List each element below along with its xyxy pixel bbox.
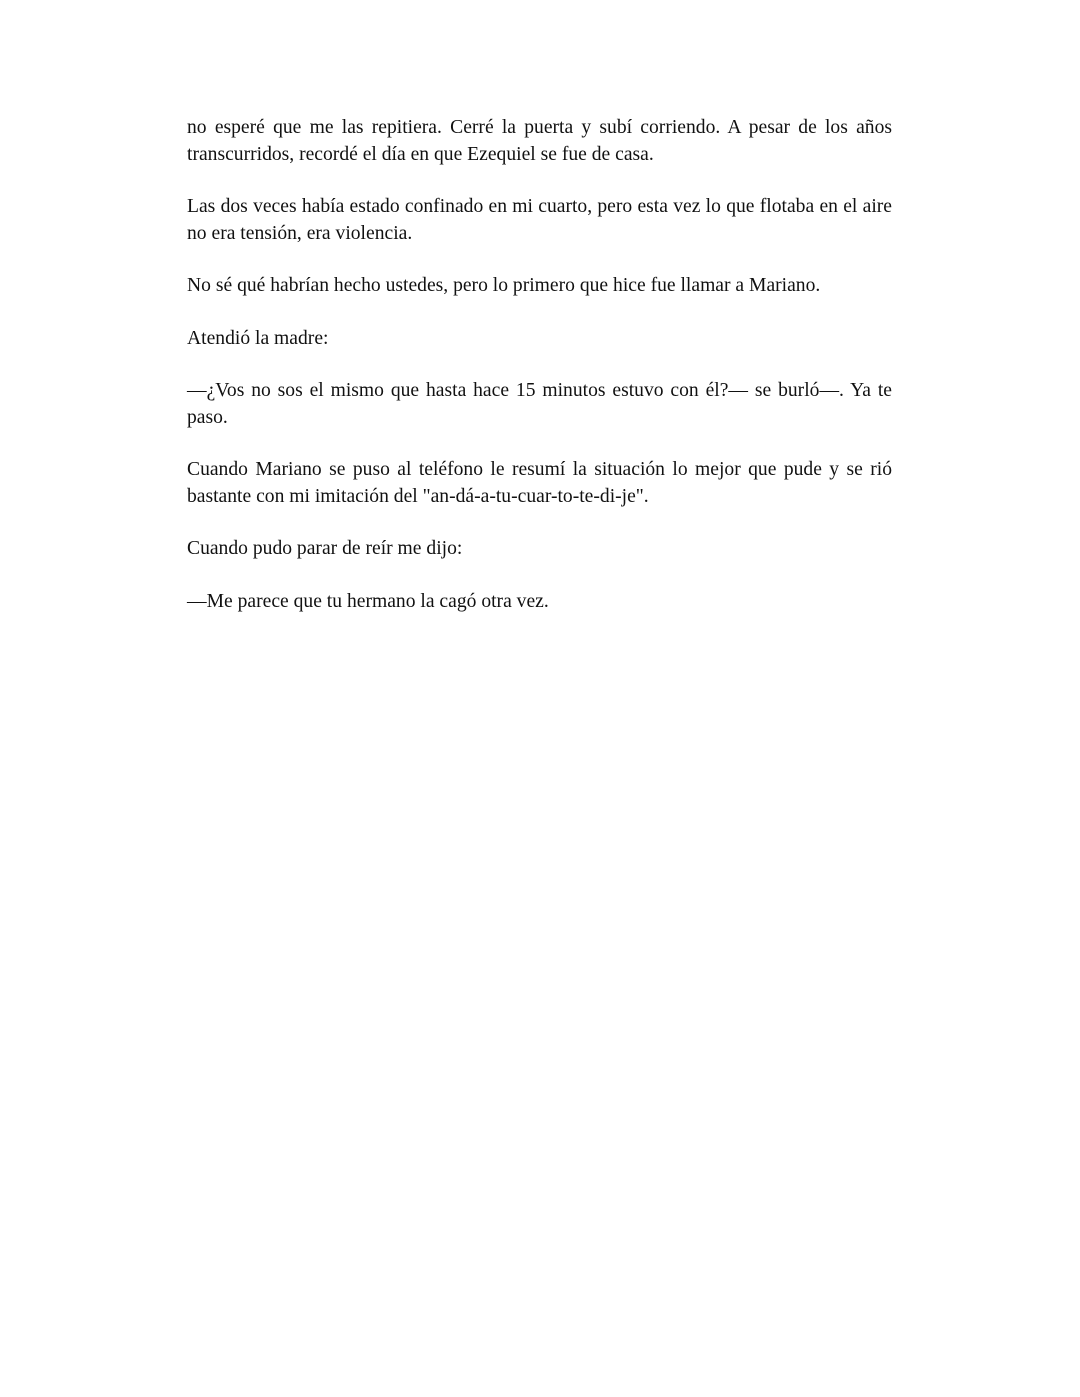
paragraph: Cuando pudo parar de reír me dijo:	[187, 538, 463, 559]
paragraph: no esperé que me las repitiera. Cerré la puerta y subí corriendo. A pesar de los años transcurridos, recordé el día en que Ezequiel se fue de casa.	[187, 117, 892, 165]
paragraph: Las dos veces había estado confinado en mi cuarto, pero esta vez lo que flotaba en el aire no era tensión, era violencia.	[187, 196, 892, 244]
dialogue-paragraph: —¿Vos no sos el mismo que hasta hace 15 minutos estuvo con él?— se burló—. Ya te paso.	[187, 380, 892, 428]
document-body	[187, 115, 892, 641]
paragraph: Atendió la madre:	[187, 327, 329, 349]
dialogue-paragraph: —Me parece que tu hermano la cagó otra vez.	[187, 590, 549, 612]
paragraph: No sé qué habrían hecho ustedes, pero lo primero que hice fue llamar a Mariano.	[187, 275, 821, 296]
paragraph: Cuando Mariano se puso al teléfono le resumí la situación lo mejor que pude y se rió bastante con mi imitación del "an-dá-a-tu-cuar-to-te-di-je".	[187, 459, 892, 507]
